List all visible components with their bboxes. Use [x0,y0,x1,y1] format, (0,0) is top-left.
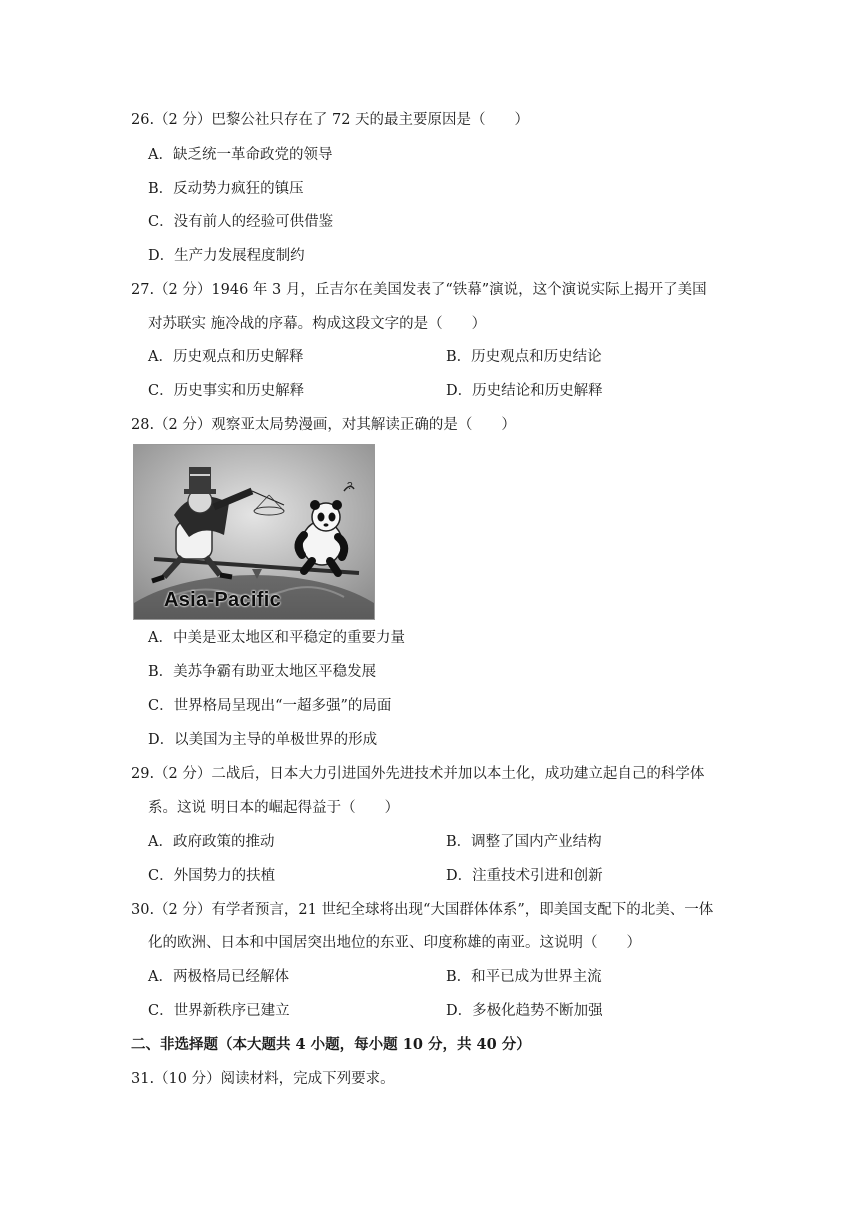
q30-option-d: D．多极化趋势不断加强 [446,1003,603,1019]
q26-option-a: A．缺乏统一革命政党的领导 [148,147,333,163]
q30-option-c: C．世界新秩序已建立 [148,1003,290,1019]
q29-option-c: C．外国势力的扶植 [148,868,276,884]
q29-stem: 29.（2 分）二战后，日本大力引进国外先进技术并加以本土化，成功建立起自己的科学体 [131,766,705,782]
q27-option-c: C．历史事实和历史解释 [148,383,305,399]
q26-option-b: B．反动势力疯狂的镇压 [148,181,304,197]
q28-stem: 28.（2 分）观察亚太局势漫画，对其解读正确的是（ ） [131,417,516,433]
q28-option-a: A．中美是亚太地区和平稳定的重要力量 [148,630,405,646]
q27-option-a: A．历史观点和历史解释 [148,349,304,365]
q28-option-c: C．世界格局呈现出“一超多强”的局面 [148,698,392,714]
q27-stem-cont: 对苏联实 施冷战的序幕。构成这段文字的是（ ） [148,316,487,332]
q26-stem: 26.（2 分）巴黎公社只存在了 72 天的最主要原因是（ ） [131,112,530,128]
cartoon-caption: Asia-Pacific [164,589,281,611]
q29-option-a: A．政府政策的推动 [148,834,275,850]
q27-stem: 27.（2 分）1946 年 3 月，丘吉尔在美国发表了“铁幕”演说，这个演说实际上揭开了美国 [131,282,707,298]
q26-option-c: C．没有前人的经验可供借鉴 [148,214,334,230]
q29-option-b: B．调整了国内产业结构 [446,834,602,850]
q30-stem: 30.（2 分）有学者预言，21 世纪全球将出现“大国群体体系”，即美国支配下的北美、一体 [131,902,714,918]
q26-option-d: D．生产力发展程度制约 [148,248,305,264]
section-heading: 二、非选择题（本大题共 4 小题，每小题 10 分，共 40 分） [131,1036,531,1053]
q27-option-b: B．历史观点和历史结论 [446,349,602,365]
q30-option-a: A．两极格局已经解体 [148,969,289,985]
q27-option-d: D．历史结论和历史解释 [446,383,603,399]
q28-option-d: D．以美国为主导的单极世界的形成 [148,732,378,748]
svg-text:?: ? [347,481,353,492]
q29-stem-cont: 系。这说 明日本的崛起得益于（ ） [148,800,400,816]
q30-option-b: B．和平已成为世界主流 [446,969,602,985]
q29-option-d: D．注重技术引进和创新 [446,868,603,884]
q28-option-b: B．美苏争霸有助亚太地区平稳发展 [148,664,377,680]
asia-pacific-cartoon [133,444,375,620]
q31-stem: 31.（10 分）阅读材料，完成下列要求。 [131,1071,395,1087]
q30-stem-cont: 化的欧洲、日本和中国居突出地位的东亚、印度称雄的南亚。这说明（ ） [148,935,641,951]
